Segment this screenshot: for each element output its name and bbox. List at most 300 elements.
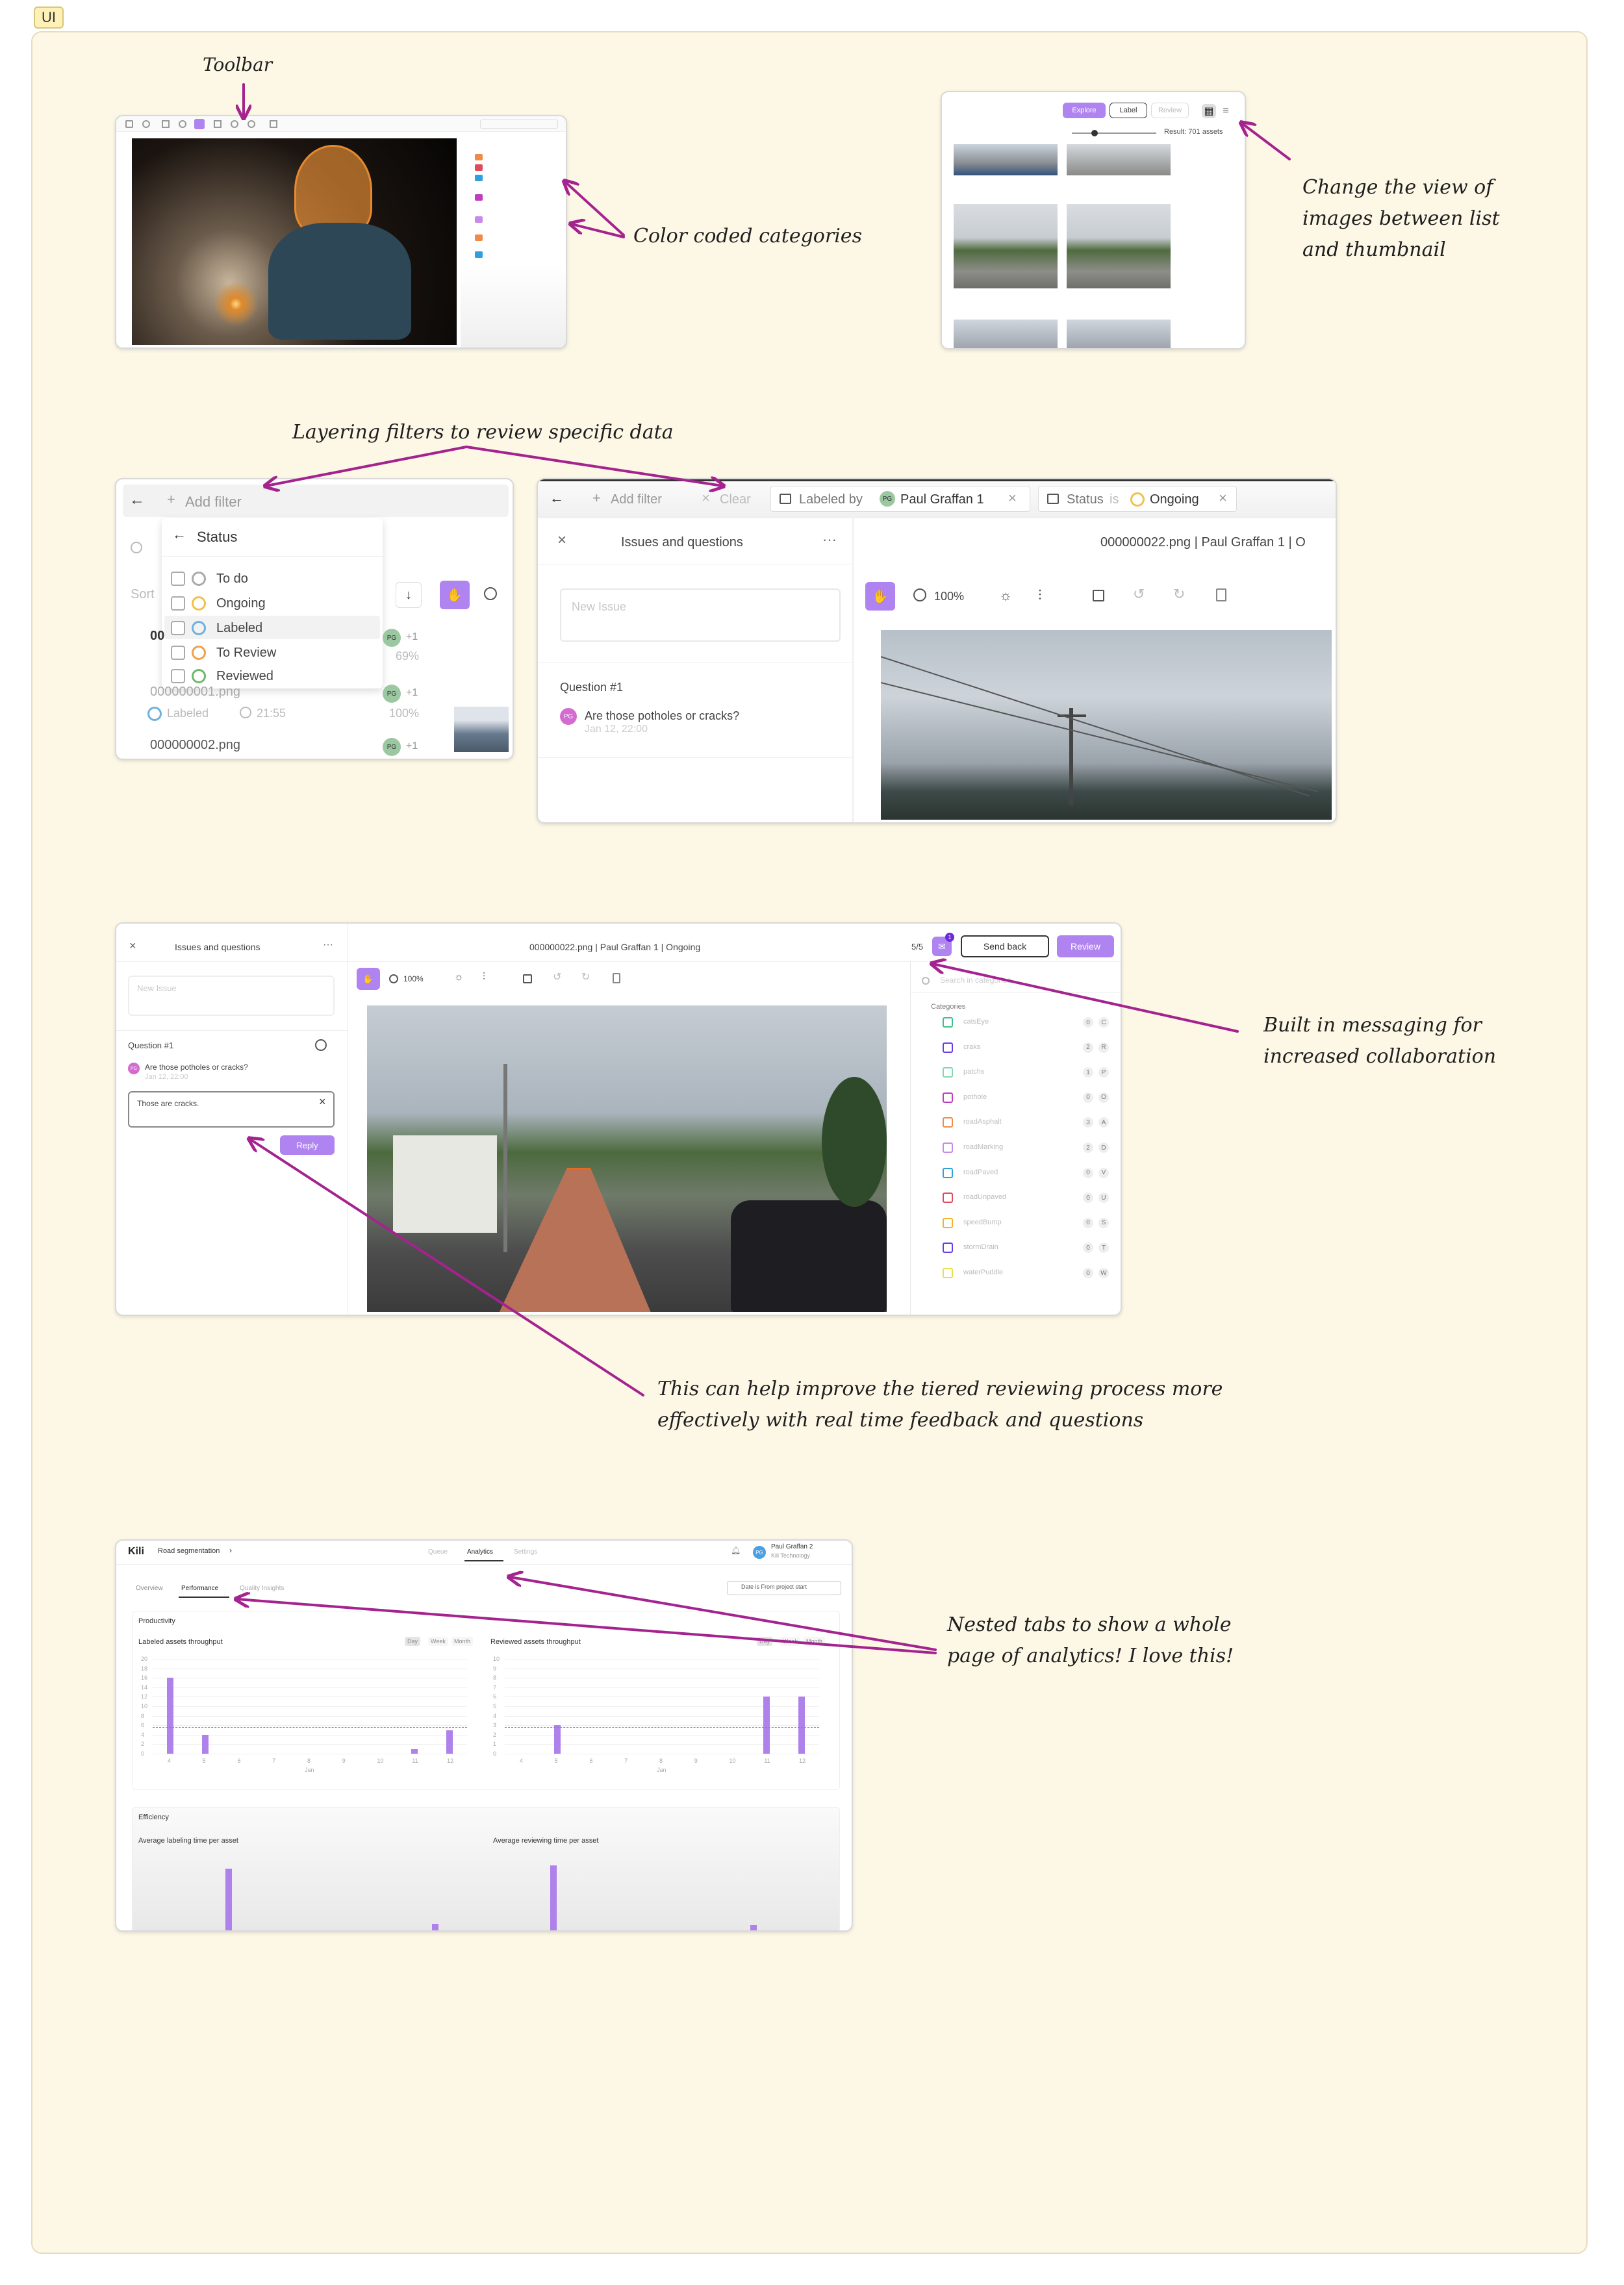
x-tick-label: 11: [412, 1758, 418, 1764]
search-icon[interactable]: [131, 542, 142, 553]
section-efficiency: Efficiency: [138, 1813, 169, 1821]
assignee-extra: +1: [406, 687, 418, 698]
category-name[interactable]: roadAsphalt: [963, 1118, 1002, 1126]
status-todo-icon: [192, 572, 206, 586]
option-ongoing[interactable]: Ongoing: [216, 596, 266, 611]
hand-tool-icon[interactable]: ✋: [357, 968, 380, 990]
hand-tool-icon[interactable]: ✋: [440, 581, 470, 609]
option-todo[interactable]: To do: [216, 572, 248, 586]
category-count: 2: [1083, 1042, 1093, 1053]
category-count: 0: [1083, 1243, 1093, 1253]
bar[interactable]: [763, 1697, 770, 1754]
x-tick-label: 8: [307, 1758, 311, 1764]
tab-explore[interactable]: Explore: [1063, 103, 1106, 118]
option-to-review[interactable]: To Review: [216, 646, 277, 660]
avatar: PG: [383, 685, 401, 703]
bar[interactable]: [167, 1678, 173, 1754]
range-toggle-day[interactable]: Day: [405, 1637, 420, 1646]
y-tick-label: 10: [141, 1703, 148, 1710]
category-panel: [461, 136, 567, 349]
asset-status: Labeled: [167, 707, 209, 720]
zoom-icon[interactable]: [913, 588, 926, 601]
grid-line: [505, 1735, 819, 1736]
status-dropdown: [162, 518, 383, 688]
app-logo: Kili: [128, 1546, 144, 1557]
category-color-box[interactable]: [943, 1017, 953, 1028]
more-icon[interactable]: ···: [822, 531, 837, 548]
category-swatch: [475, 164, 483, 171]
status-ongoing-icon: [192, 596, 206, 611]
thumbnail[interactable]: [1067, 320, 1171, 349]
avatar: PG: [128, 1063, 140, 1074]
category-shortcut: A: [1098, 1117, 1109, 1128]
category-color-box[interactable]: [943, 1092, 953, 1103]
tool-icon[interactable]: [125, 120, 133, 128]
grid-view-icon[interactable]: ▦: [1202, 104, 1216, 118]
note-layering: Layering filters to review specific data: [292, 421, 674, 444]
search-icon[interactable]: [922, 977, 930, 985]
category-count: 0: [1083, 1268, 1093, 1278]
status-filter-card: [115, 478, 514, 760]
utility-pole: [1069, 708, 1073, 805]
new-issue-input[interactable]: [560, 588, 841, 642]
category-name[interactable]: patchs: [963, 1068, 985, 1076]
category-name[interactable]: waterPuddle: [963, 1269, 1004, 1276]
search-input[interactable]: [480, 120, 558, 129]
tab-review[interactable]: Review: [1151, 103, 1189, 118]
close-icon[interactable]: ×: [129, 939, 136, 952]
range-toggle-week[interactable]: Week: [780, 1637, 800, 1646]
bar[interactable]: [411, 1749, 418, 1754]
avatar: PG: [753, 1546, 766, 1559]
brightness-icon[interactable]: ☼: [999, 587, 1013, 603]
y-tick-label: 8: [141, 1712, 145, 1719]
category-color-box[interactable]: [943, 1268, 953, 1278]
y-tick-label: 1: [493, 1741, 497, 1748]
utility-pole: [503, 1064, 507, 1252]
y-tick-label: 12: [141, 1693, 148, 1700]
close-icon[interactable]: ×: [1008, 490, 1017, 506]
y-tick-label: 20: [141, 1656, 148, 1662]
progress-value: 69%: [396, 650, 420, 663]
filter-bar-card: [537, 478, 1337, 824]
close-icon[interactable]: ×: [1219, 490, 1227, 506]
thumbnail[interactable]: [954, 320, 1058, 349]
grid-line: [153, 1735, 467, 1736]
nav-queue[interactable]: Queue: [428, 1548, 448, 1556]
category-count: 0: [1083, 1017, 1093, 1028]
category-count: 0: [1083, 1193, 1093, 1203]
grid-line: [505, 1744, 819, 1745]
note-tiered: This can help improve the tiered reviewing process more effectively with real time feedback and questions: [657, 1378, 1223, 1432]
category-shortcut: C: [1098, 1017, 1109, 1028]
category-name[interactable]: stormDrain: [963, 1243, 998, 1252]
avatar: PG: [880, 491, 895, 507]
range-toggle-day[interactable]: Day: [757, 1637, 772, 1646]
category-swatch: [475, 194, 483, 201]
x-tick-label: 7: [272, 1758, 276, 1764]
category-shortcut: W: [1098, 1268, 1109, 1278]
x-tick-label: 6: [589, 1758, 593, 1764]
result-count: Result: 701 assets: [1164, 128, 1223, 136]
grid-line: [505, 1687, 819, 1688]
avatar: PG: [383, 629, 401, 647]
x-tick-label: 8: [659, 1758, 663, 1764]
zoom-level: 100%: [934, 590, 965, 603]
image-icon: [1047, 494, 1059, 504]
road-annotation: [497, 1168, 653, 1312]
checkbox-labeled[interactable]: [171, 621, 185, 635]
clear-button[interactable]: Clear: [720, 492, 751, 507]
note-change-view: Change the view of images between list and thumbnail: [1302, 176, 1500, 261]
zoom-level: 100%: [403, 974, 424, 983]
grid-line: [153, 1659, 467, 1660]
car: [731, 1200, 887, 1312]
y-tick-label: 6: [141, 1722, 145, 1729]
grid-line: [153, 1706, 467, 1707]
status-reviewed-icon: [192, 669, 206, 683]
avatar: PG: [560, 708, 577, 725]
chart-title: Average reviewing time per asset: [493, 1837, 599, 1845]
asset-time: 21:55: [257, 707, 286, 720]
note-nested-tabs: Nested tabs to show a whole page of analytics! I love this!: [947, 1613, 1234, 1667]
chart-title: Labeled assets throughput: [138, 1638, 223, 1646]
y-tick-label: 6: [493, 1693, 497, 1700]
reply-button[interactable]: Reply: [280, 1135, 335, 1155]
back-arrow-icon[interactable]: ←: [550, 490, 564, 506]
layer-icon[interactable]: [214, 120, 222, 128]
send-back-button[interactable]: [961, 935, 1049, 957]
question-time: Jan 12, 22:00: [145, 1073, 188, 1081]
x-tick-label: 9: [694, 1758, 698, 1764]
category-name[interactable]: roadUnpaved: [963, 1193, 1007, 1202]
sort-label: Sort: [131, 587, 155, 601]
trash-icon[interactable]: [1216, 588, 1226, 601]
asset-thumbnail: [454, 707, 509, 752]
y-tick-label: 0: [493, 1750, 497, 1757]
category-count: 0: [1083, 1218, 1093, 1228]
category-name[interactable]: catsEye: [963, 1018, 989, 1026]
category-shortcut: S: [1098, 1218, 1109, 1228]
grid-line: [505, 1716, 819, 1717]
plus-icon: +: [167, 491, 175, 507]
annotation-tool-card: [115, 115, 567, 349]
category-color-box[interactable]: [943, 1218, 953, 1228]
close-icon[interactable]: ×: [557, 531, 567, 549]
reply-input[interactable]: [128, 1091, 335, 1128]
chart-title: Reviewed assets throughput: [490, 1638, 581, 1646]
building: [393, 1135, 497, 1233]
asset-title: 000000022.png | Paul Graffan 1 | Ongoing: [529, 942, 701, 952]
zoom-icon[interactable]: [389, 974, 398, 983]
street-image: [367, 1005, 887, 1312]
undo-icon[interactable]: ↺: [1133, 586, 1145, 602]
status-labeled-icon: [192, 621, 206, 635]
category-name[interactable]: craks: [963, 1042, 981, 1051]
x-tick-label: 4: [167, 1758, 171, 1764]
range-toggle-month[interactable]: Month: [804, 1637, 825, 1646]
undo-icon[interactable]: ↺: [553, 972, 562, 983]
project-breadcrumb[interactable]: Road segmentation: [158, 1547, 220, 1555]
x-tick-label: 9: [342, 1758, 346, 1764]
panel-title: Issues and questions: [175, 942, 260, 952]
category-count: 3: [1083, 1117, 1093, 1128]
adjust-icon[interactable]: ⫶: [1038, 587, 1042, 603]
grid-line: [505, 1725, 819, 1726]
filter-header: [123, 485, 509, 517]
x-tick-label: 10: [377, 1758, 384, 1764]
y-tick-label: 2: [493, 1731, 497, 1738]
asset-row-name[interactable]: 000000001.png: [150, 685, 241, 699]
list-view-icon[interactable]: ≡: [1223, 105, 1229, 116]
asset-progress: 100%: [389, 707, 420, 720]
question-text: Are those potholes or cracks?: [585, 709, 740, 722]
thumbnail[interactable]: [1067, 204, 1171, 288]
chart-title: Average labeling time per asset: [138, 1837, 238, 1845]
y-tick-label: 4: [493, 1712, 497, 1719]
send-back-label: Send back: [983, 941, 1027, 952]
assignee-extra: +1: [406, 740, 418, 751]
thumbnail-view-card: [941, 91, 1246, 349]
categories-header: Categories: [931, 1003, 966, 1011]
new-issue-input[interactable]: [128, 976, 335, 1016]
image-icon: [780, 494, 791, 504]
x-tick-label: 12: [799, 1758, 806, 1764]
assignee-extra: +1: [406, 631, 418, 642]
panel-title: Issues and questions: [621, 535, 743, 549]
clock-icon: [240, 707, 251, 718]
category-shortcut: D: [1098, 1142, 1109, 1153]
user-org: Kili Technology: [771, 1552, 810, 1559]
category-swatch: [475, 175, 483, 181]
zoom-icon[interactable]: [142, 120, 150, 128]
checkbox-todo[interactable]: [171, 572, 185, 586]
question-text: Are those potholes or cracks?: [145, 1063, 248, 1072]
category-color-box[interactable]: [943, 1243, 953, 1253]
x-tick-label: 6: [237, 1758, 241, 1764]
user-name: Paul Graffan 2: [771, 1543, 813, 1550]
average-line: [505, 1727, 819, 1728]
asset-row-name[interactable]: 000000002.png: [150, 738, 241, 752]
question-time: Jan 12, 22:00: [585, 724, 648, 735]
category-color-box[interactable]: [943, 1142, 953, 1153]
y-tick-label: 0: [141, 1750, 145, 1757]
new-issue-placeholder: New Issue: [137, 983, 177, 993]
filter-operator: is: [1110, 492, 1119, 507]
x-tick-label: 11: [764, 1758, 770, 1764]
back-arrow-icon[interactable]: ←: [172, 526, 186, 542]
category-color-box[interactable]: [943, 1193, 953, 1203]
category-count: 2: [1083, 1142, 1093, 1153]
category-count: 1: [1083, 1067, 1093, 1078]
filter-field: Labeled by: [799, 492, 863, 507]
checkbox-ongoing[interactable]: [171, 596, 185, 611]
bar[interactable]: [446, 1730, 453, 1754]
tree: [822, 1077, 887, 1207]
redo-icon[interactable]: ↻: [581, 972, 590, 983]
tab-overview[interactable]: Overview: [136, 1585, 163, 1592]
more-icon[interactable]: ···: [323, 939, 333, 950]
reply-text: Those are cracks.: [137, 1099, 199, 1108]
x-axis-month: Jan: [657, 1767, 666, 1773]
y-tick-label: 4: [141, 1731, 145, 1738]
chevron-right-icon: ›: [229, 1546, 232, 1555]
y-tick-label: 16: [141, 1674, 148, 1682]
bar[interactable]: [554, 1725, 561, 1754]
option-labeled[interactable]: Labeled: [216, 621, 263, 635]
filter-value: Ongoing: [1150, 492, 1199, 507]
grid-line: [505, 1706, 819, 1707]
asset-title: 000000022.png | Paul Graffan 1 | O: [1100, 535, 1306, 549]
filter-field: Status: [1067, 492, 1104, 507]
trash-icon[interactable]: [613, 973, 620, 983]
category-swatch: [475, 154, 483, 160]
y-tick-label: 9: [493, 1665, 497, 1672]
thumbnail[interactable]: [954, 204, 1058, 288]
asset-row-name[interactable]: 00: [150, 629, 165, 643]
sky-image: [881, 630, 1332, 820]
brightness-icon[interactable]: [162, 120, 170, 128]
active-tool-icon[interactable]: [194, 119, 205, 129]
x-tick-label: 7: [624, 1758, 628, 1764]
category-shortcut: P: [1098, 1067, 1109, 1078]
undo-icon[interactable]: [231, 120, 238, 128]
size-slider[interactable]: [1072, 133, 1156, 134]
x-axis-month: Jan: [305, 1767, 314, 1773]
range-toggle-month[interactable]: Month: [451, 1637, 473, 1646]
category-shortcut: R: [1098, 1042, 1109, 1053]
grid-line: [153, 1687, 467, 1688]
grid-line: [153, 1716, 467, 1717]
thumbnail[interactable]: [954, 144, 1058, 175]
add-filter-button[interactable]: Add filter: [611, 492, 662, 507]
hand-tool-icon[interactable]: ✋: [865, 582, 895, 611]
category-color-box[interactable]: [943, 1067, 953, 1078]
category-count: 0: [1083, 1168, 1093, 1178]
efficiency-bar: [225, 1869, 232, 1930]
review-screen-card: [115, 922, 1122, 1316]
sparks: [171, 268, 301, 340]
nav-settings[interactable]: Settings: [514, 1548, 538, 1556]
messages-button[interactable]: ✉: [932, 937, 952, 956]
resolve-check-icon[interactable]: [315, 1039, 327, 1051]
category-count: 0: [1083, 1092, 1093, 1103]
note-messaging: Built in messaging for increased collaboration: [1263, 1014, 1497, 1068]
category-shortcut: U: [1098, 1193, 1109, 1203]
category-color-box[interactable]: [943, 1117, 953, 1128]
category-swatch: [475, 234, 483, 241]
grid-line: [153, 1744, 467, 1745]
question-label: Question #1: [560, 681, 624, 694]
grid-line: [153, 1725, 467, 1726]
category-shortcut: T: [1098, 1243, 1109, 1253]
status-ongoing-icon: [1130, 492, 1145, 507]
redo-icon[interactable]: [247, 120, 255, 128]
sort-direction-icon[interactable]: ↓: [396, 582, 422, 608]
toolbar: [116, 116, 567, 132]
add-filter-button[interactable]: Add filter: [185, 494, 242, 510]
analytics-card: [115, 1539, 853, 1932]
bar[interactable]: [798, 1697, 805, 1754]
power-line: [881, 656, 1310, 796]
average-line: [153, 1727, 467, 1728]
bar[interactable]: [202, 1735, 209, 1754]
y-tick-label: 10: [493, 1656, 500, 1662]
copy-icon[interactable]: [523, 974, 532, 983]
checkbox-to-review[interactable]: [171, 646, 185, 660]
efficiency-bar: [750, 1925, 757, 1932]
new-issue-placeholder: New Issue: [572, 600, 627, 613]
category-color-box[interactable]: [943, 1042, 953, 1053]
message-count-badge: 1: [945, 933, 954, 942]
category-name[interactable]: roadPaved: [963, 1168, 998, 1176]
adjust-icon[interactable]: ⫶: [483, 972, 486, 983]
section-productivity: Productivity: [138, 1617, 175, 1625]
y-tick-label: 14: [141, 1684, 148, 1691]
category-swatch: [475, 251, 483, 258]
power-line: [881, 682, 1318, 792]
thumbnail[interactable]: [1067, 144, 1171, 175]
category-color-box[interactable]: [943, 1168, 953, 1178]
y-tick-label: 8: [493, 1674, 497, 1682]
tab-quality-insights[interactable]: Quality Insights: [240, 1585, 285, 1592]
category-name[interactable]: roadMarking: [963, 1143, 1004, 1151]
review-button[interactable]: Review: [1057, 935, 1114, 957]
close-icon[interactable]: ×: [319, 1095, 326, 1108]
clear-icon: ×: [702, 490, 710, 506]
category-search[interactable]: Search in categories: [940, 976, 1011, 985]
category-shortcut: O: [1098, 1092, 1109, 1103]
zoom-icon[interactable]: [484, 587, 497, 600]
grid-line: [505, 1659, 819, 1660]
y-tick-label: 18: [141, 1665, 148, 1672]
x-tick-label: 5: [202, 1758, 206, 1764]
contrast-icon[interactable]: [179, 120, 186, 128]
y-tick-label: 3: [493, 1722, 497, 1729]
x-tick-label: 10: [729, 1758, 736, 1764]
tab-label[interactable]: Label: [1110, 103, 1147, 118]
status-to-review-icon: [192, 646, 206, 660]
note-toolbar: Toolbar: [203, 54, 273, 75]
asset-counter: 5/5: [911, 942, 924, 952]
redo-icon[interactable]: ↻: [1173, 586, 1186, 602]
category-name[interactable]: speedBump: [963, 1218, 1002, 1226]
bell-icon[interactable]: 🔔︎: [731, 1546, 741, 1555]
range-toggle-week[interactable]: Week: [428, 1637, 448, 1646]
note-color-coded: Color coded categories: [633, 225, 862, 247]
category-swatch: [475, 216, 483, 223]
board-tag: UI: [34, 6, 64, 29]
status-labeled-icon: [147, 707, 162, 721]
brightness-icon[interactable]: ☼: [454, 972, 464, 983]
category-name[interactable]: pothole: [963, 1092, 987, 1101]
x-tick-label: 12: [447, 1758, 454, 1764]
back-arrow-icon[interactable]: ←: [129, 491, 145, 509]
efficiency-bar: [550, 1865, 557, 1930]
copy-icon[interactable]: [1093, 590, 1104, 601]
filter-user: Paul Graffan 1: [900, 492, 984, 507]
welder-image: [132, 138, 457, 345]
helmet-annotation: [294, 145, 372, 236]
nav-analytics[interactable]: Analytics: [467, 1548, 494, 1556]
tab-performance[interactable]: Performance: [181, 1585, 219, 1592]
y-tick-label: 5: [493, 1703, 497, 1710]
question-label: Question #1: [128, 1041, 174, 1050]
trash-icon[interactable]: [270, 120, 277, 128]
option-reviewed[interactable]: Reviewed: [216, 669, 273, 683]
checkbox-reviewed[interactable]: [171, 669, 185, 683]
y-tick-label: 2: [141, 1741, 145, 1748]
